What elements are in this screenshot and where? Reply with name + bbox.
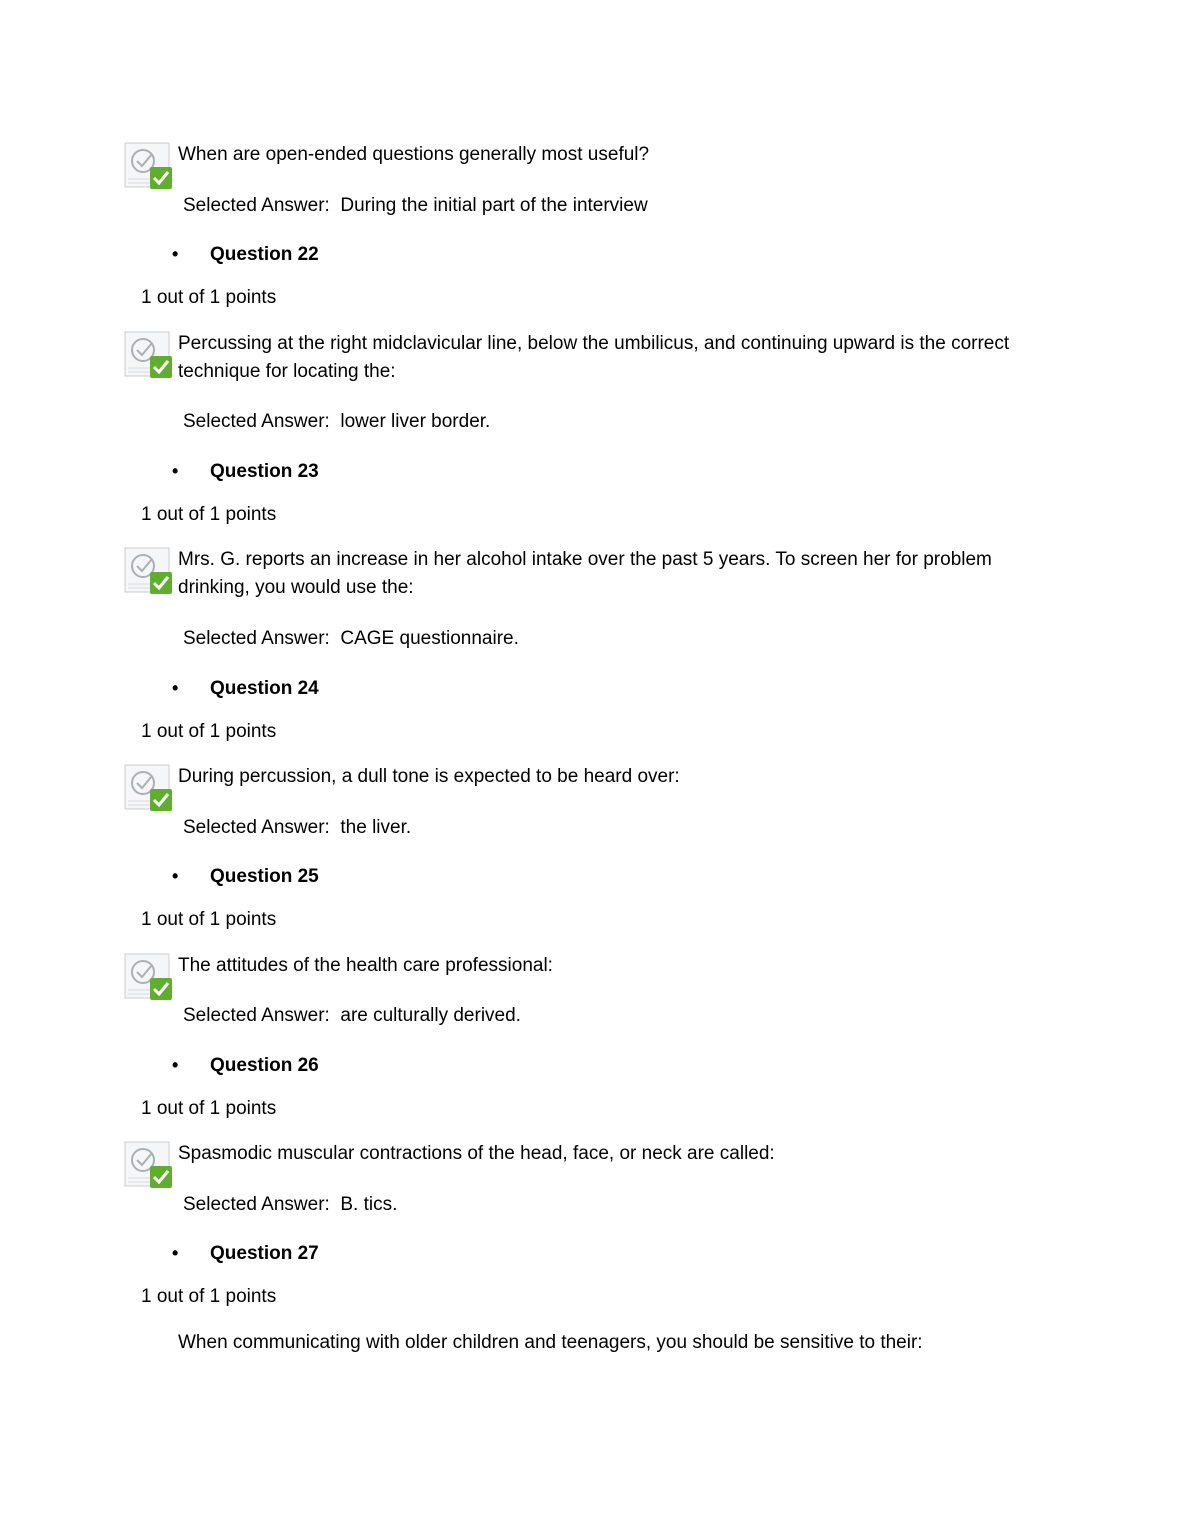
correct-check-icon [124,1140,174,1190]
points-text: 1 out of 1 points [141,721,277,742]
selected-answer-label: Selected Answer: [183,817,330,838]
selected-answer-row [183,814,411,842]
question-number: Question 24 [210,678,319,699]
question-header [172,240,319,269]
bullet-icon: • [172,1055,179,1075]
selected-answer-label: Selected Answer: [183,411,330,432]
points-text: 1 out of 1 points [141,909,277,930]
correct-check-icon [124,330,174,380]
question-text: Mrs. G. reports an increase in her alcohol intake over the past 5 years. To screen her for problem drinking, you would use the: [178,549,992,598]
question-number: Question 22 [210,244,319,265]
selected-answer-value: are culturally derived. [340,1005,521,1026]
correct-check-icon [124,546,174,596]
correct-check-icon [124,141,174,191]
question-number: Question 26 [210,1055,319,1076]
question-text: Spasmodic muscular contractions of the head, face, or neck are called: [178,1143,775,1164]
question-header [172,674,319,703]
selected-answer-row [183,408,490,436]
question-number: Question 23 [210,461,319,482]
selected-answer-row [183,192,648,220]
question-header [172,862,319,891]
bullet-icon: • [172,866,179,886]
selected-answer-row [183,1002,521,1030]
question-number: Question 27 [210,1243,319,1264]
selected-answer-label: Selected Answer: [183,1005,330,1026]
bullet-icon: • [172,244,179,264]
correct-check-icon [124,952,174,1002]
question-text: During percussion, a dull tone is expected to be heard over: [178,766,680,787]
selected-answer-label: Selected Answer: [183,628,330,649]
selected-answer-value: CAGE questionnaire. [340,628,519,649]
selected-answer-value: lower liver border. [340,411,491,432]
bullet-icon: • [172,678,179,698]
bullet-icon: • [172,461,179,481]
question-number: Question 25 [210,866,319,887]
points-text: 1 out of 1 points [141,1286,277,1307]
question-text: When communicating with older children and teenagers, you should be sensitive to their: [178,1332,923,1353]
points-text: 1 out of 1 points [141,504,277,525]
question-text: When are open-ended questions generally most useful? [178,144,650,165]
bullet-icon: • [172,1243,179,1263]
points-text: 1 out of 1 points [141,287,277,308]
question-text: Percussing at the right midclavicular line, below the umbilicus, and continuing upward is the correct technique for locating the: [178,333,1010,382]
selected-answer-value: During the initial part of the interview [340,195,648,216]
selected-answer-value: the liver. [340,817,412,838]
question-text: The attitudes of the health care professional: [178,955,553,976]
selected-answer-row [183,625,519,653]
question-header [172,1051,319,1080]
question-header [172,1239,319,1268]
question-header [172,457,319,486]
selected-answer-label: Selected Answer: [183,1194,330,1215]
selected-answer-row [183,1191,397,1219]
points-text: 1 out of 1 points [141,1098,277,1119]
selected-answer-label: Selected Answer: [183,195,330,216]
correct-check-icon [124,763,174,813]
selected-answer-value: B. tics. [340,1194,398,1215]
